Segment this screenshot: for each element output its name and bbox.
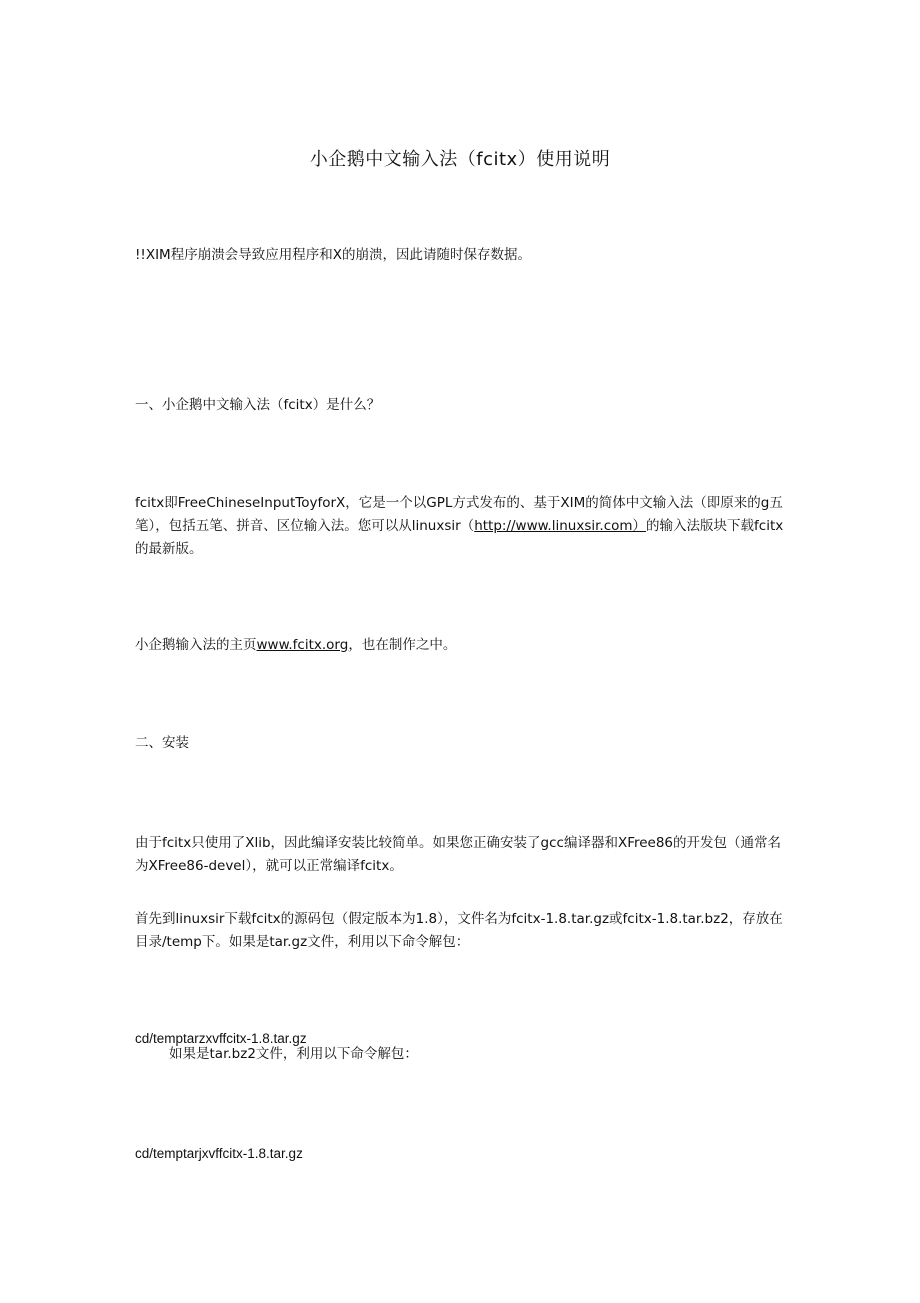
- fcitx-homepage-link[interactable]: www.fcitx.org: [256, 637, 349, 653]
- extract-bz2-command: cd/temptarjxvffcitx-1.8.tar.gz: [135, 1146, 303, 1161]
- page-title: 小企鹅中文输入法（fcitx）使用说明: [309, 149, 611, 170]
- intro-paragraph: [135, 492, 785, 561]
- extract-gz-command: cd/temptarzxvffcitx-1.8.tar.gz: [135, 1031, 307, 1046]
- intro-text-end: 的输入法版块下载fcitx的最新版。: [135, 518, 784, 557]
- download-instructions-paragraph: 首先到linuxsir下载fcitx的源码包（假定版本为1.8），文件名为fcitx-1.8.tar.gz或fcitx-1.8.tar.bz2，存放在目录/temp下。如果是tar.gz文件，利用以下命令解包：: [135, 911, 783, 950]
- homepage-text-start: 小企鹅输入法的主页: [135, 637, 257, 653]
- section-heading-what-is: 一、小企鹅中文输入法（fcitx）是什么？: [135, 397, 381, 413]
- install-requirements-paragraph: 由于fcitx只使用了Xlib，因此编译安装比较简单。如果您正确安装了gcc编译器和XFree86的开发包（通常名为XFree86-devel），就可以正常编译fcitx。: [135, 835, 782, 874]
- bz2-note: 如果是tar.bz2文件，利用以下命令解包：: [169, 1046, 418, 1062]
- intro-text-start: fcitx即FreeChineseInputToyforX，它是一个以GPL方式发布的、基于XIM的简体中文输入法（即原来的g五笔），包括五笔、拼音、区位输入法。您可以从linuxsir（: [135, 495, 783, 534]
- homepage-text-end: ，也在制作之中。: [348, 637, 457, 653]
- linuxsir-link[interactable]: http://www.linuxsir.com）: [474, 518, 647, 534]
- homepage-paragraph: [135, 634, 785, 657]
- section-heading-install: 二、安装: [135, 735, 189, 751]
- warning-paragraph: !!XIM程序崩溃会导致应用程序和X的崩溃，因此请随时保存数据。: [135, 247, 531, 263]
